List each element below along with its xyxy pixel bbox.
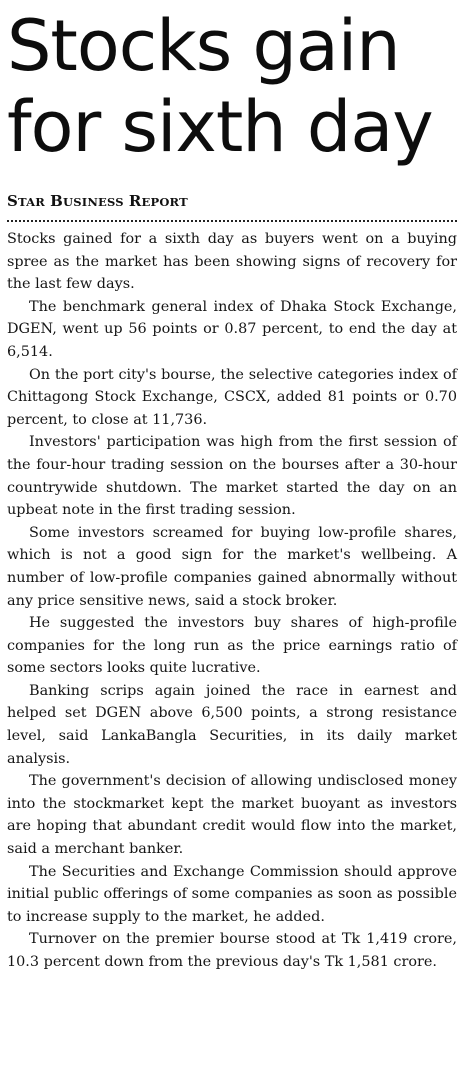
byline: STAR BUSINESS REPORT: [7, 192, 188, 210]
article-body: [7, 228, 457, 974]
paragraph-4: Investors' participation was high from the first session of the four-hour trading session on the bourses after a 30-hour countrywide shutdown. The market started the day on an upbeat note in the first trading session.: [7, 434, 457, 519]
paragraph-1: Stocks gained for a sixth day as buyers went on a buying spree as the market has been showing signs of recovery for the last few days.: [7, 231, 457, 293]
paragraph-9: The Securities and Exchange Commission should approve initial public offerings of some companies as soon as possible to increase supply to the market, he added.: [7, 863, 457, 925]
dotted-divider: [7, 220, 457, 222]
paragraph-5: Some investors screamed for buying low-profile shares, which is not a good sign for the market's wellbeing. A number of low-profile companies gained abnormally without any price sensitive news, said a stock broker.: [7, 524, 457, 609]
paragraph-10: Turnover on the premier bourse stood at Tk 1,419 crore, 10.3 percent down from the previous day's Tk 1,581 crore.: [7, 931, 457, 970]
headline-line-1: Stocks gain: [7, 5, 400, 87]
paragraph-8: The government's decision of allowing undisclosed money into the stockmarket kept the market buoyant as investors are hoping that abundant credit would flow into the market, said a merchant banker.: [7, 773, 457, 858]
paragraph-7: Banking scrips again joined the race in earnest and helped set DGEN above 6,500 points, a strong resistance level, said LankaBangla Securities, in its daily market analysis.: [7, 682, 457, 767]
paragraph-6: He suggested the investors buy shares of high-profile companies for the long run as the price earnings ratio of some sectors looks quite lucrative.: [7, 615, 457, 677]
paragraph-2: The benchmark general index of Dhaka Stock Exchange, DGEN, went up 56 points or 0.87 percent, to end the day at 6,514.: [7, 298, 457, 360]
headline: [7, 6, 457, 168]
paragraph-3: On the port city's bourse, the selective categories index of Chittagong Stock Exchange, CSCX, added 81 points or 0.70 percent, to close at 11,736.: [7, 366, 457, 428]
headline-line-2: for sixth day: [7, 86, 433, 168]
